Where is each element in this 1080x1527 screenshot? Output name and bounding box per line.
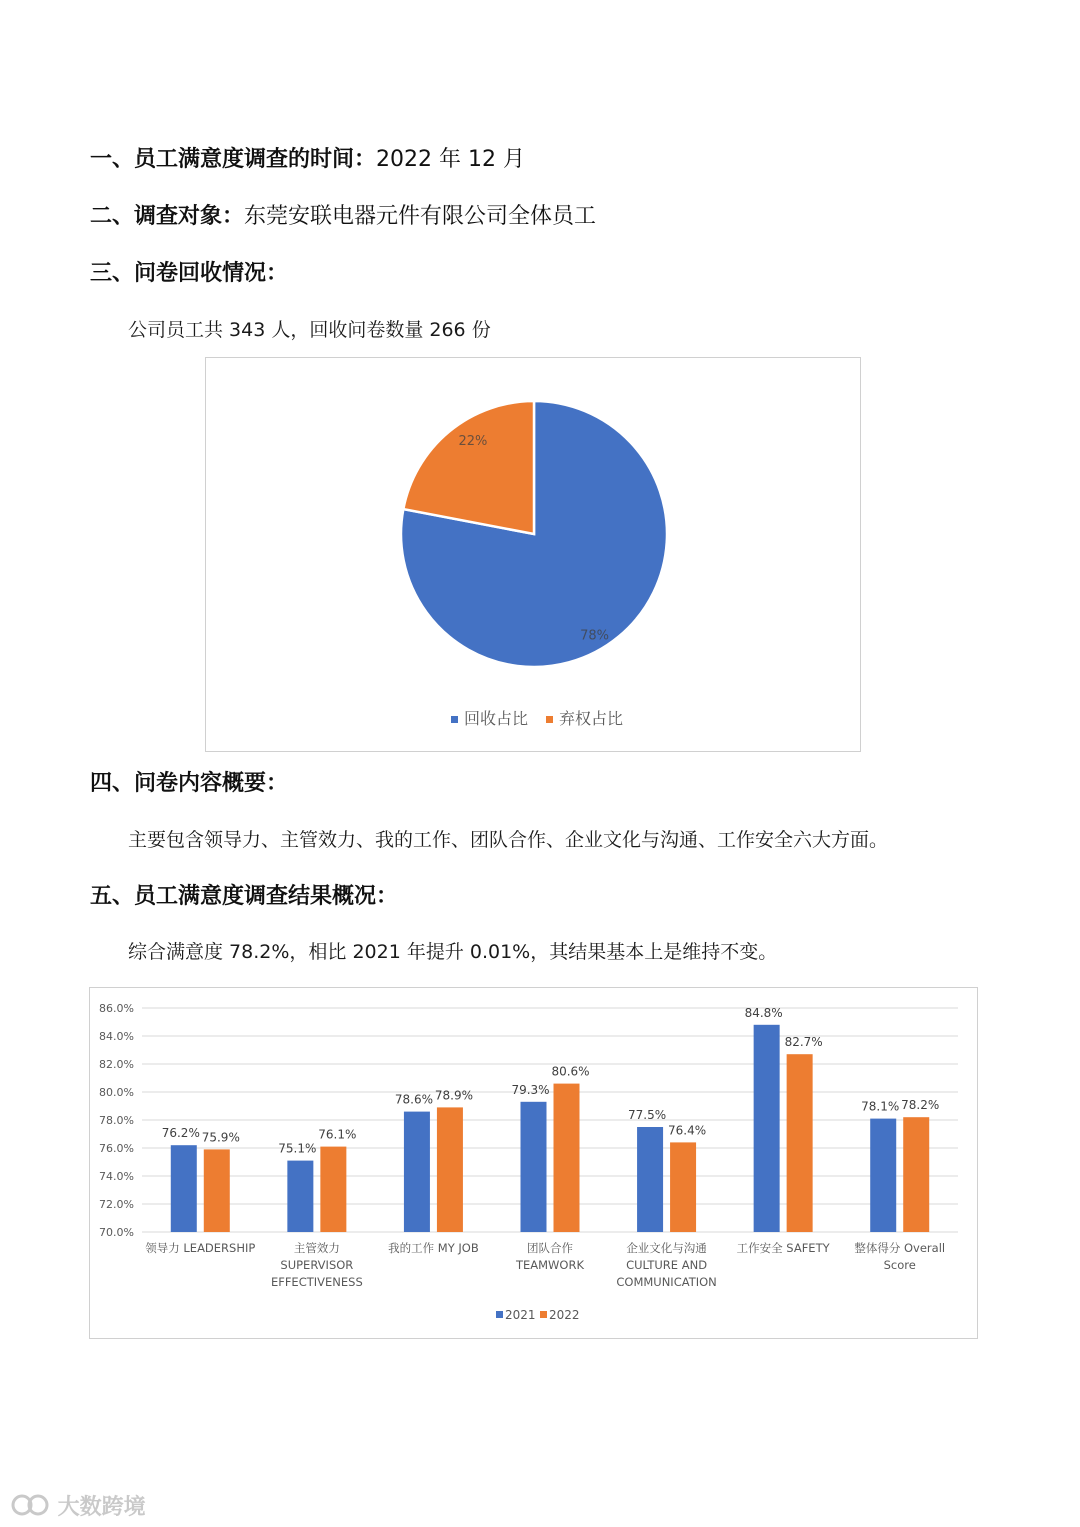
- x-tick-label: SUPERVISOR: [280, 1258, 354, 1272]
- pie-legend-marker-1: [451, 716, 458, 723]
- bar-2022-3: [437, 1107, 463, 1232]
- section-4-label: 四、问卷内容概要：: [90, 771, 289, 796]
- y-tick-label: 86.0%: [99, 1002, 134, 1015]
- y-tick-label: 78.0%: [99, 1114, 134, 1127]
- x-tick-label: 我的工作 MY JOB: [388, 1241, 479, 1255]
- x-tick-label: TEAMWORK: [515, 1258, 585, 1272]
- bar-2021-5: [637, 1127, 663, 1232]
- pie-data-label-1: 78%: [580, 628, 610, 644]
- bar-data-label: 76.2%: [161, 1126, 200, 1141]
- x-tick-label: EFFECTIVENESS: [270, 1275, 363, 1289]
- section-3-heading: [90, 259, 288, 289]
- y-tick-label: 74.0%: [99, 1170, 134, 1183]
- bar-data-label: 79.3%: [511, 1082, 550, 1097]
- x-tick-label: CULTURE AND: [626, 1258, 708, 1272]
- x-tick-label: 整体得分 Overall: [854, 1241, 946, 1255]
- bar-data-label: 78.9%: [434, 1088, 473, 1103]
- bar-2022-7: [903, 1117, 929, 1232]
- y-tick-label: 84.0%: [99, 1030, 134, 1043]
- pie-slice-2: [403, 401, 534, 534]
- section-2-label: 二、调查对象：: [90, 204, 245, 229]
- pie-legend-label-1: 回收占比: [464, 709, 529, 728]
- bar-2021-3: [404, 1112, 430, 1232]
- bar-2022-2: [320, 1147, 346, 1232]
- bar-data-label: 75.9%: [201, 1130, 240, 1145]
- x-tick-label: 团队合作: [527, 1241, 573, 1255]
- bar-data-label: 82.7%: [784, 1035, 823, 1050]
- bar-data-label: 77.5%: [628, 1108, 667, 1122]
- x-tick-label: Score: [883, 1258, 916, 1272]
- bar-data-label: 84.8%: [744, 1005, 783, 1020]
- survey-date: 2022 年 12 月: [376, 147, 525, 172]
- section-1-heading: [90, 145, 525, 175]
- y-tick-label: 76.0%: [99, 1142, 134, 1155]
- y-tick-label: 82.0%: [99, 1058, 134, 1071]
- section-4-heading: [90, 769, 288, 799]
- bar-2021-1: [171, 1145, 197, 1232]
- bar-data-label: 75.1%: [278, 1141, 317, 1156]
- section-4-text: 主要包含领导力、主管效力、我的工作、团队合作、企业文化与沟通、工作安全六大方面。: [128, 829, 889, 851]
- watermark-text: 大数跨境: [57, 1495, 146, 1520]
- section-3-label: 三、问卷回收情况：: [90, 261, 289, 286]
- bar-chart-container: [89, 987, 978, 1339]
- x-tick-label: 工作安全 SAFETY: [736, 1241, 830, 1255]
- watermark-logo-icon: [10, 1493, 50, 1523]
- x-tick-label: COMMUNICATION: [616, 1275, 717, 1289]
- pie-legend-label-2: 弃权占比: [559, 709, 624, 728]
- x-tick-label: 企业文化与沟通: [626, 1241, 707, 1255]
- x-tick-label: 主管效力: [293, 1241, 340, 1255]
- pie-data-label-2: 22%: [458, 434, 488, 450]
- x-tick-label: 领导力 LEADERSHIP: [145, 1241, 256, 1255]
- bar-data-label: 76.4%: [668, 1123, 707, 1138]
- watermark: [10, 1490, 146, 1523]
- bar-legend-label-2: 2022: [549, 1308, 580, 1322]
- bar-2021-7: [870, 1119, 896, 1232]
- bar-2021-4: [521, 1102, 547, 1232]
- pie-legend-marker-2: [546, 716, 553, 723]
- section-5-label: 五、员工满意度调查结果概况：: [90, 884, 399, 909]
- section-1-label: 一、员工满意度调查的时间：: [90, 147, 377, 172]
- section-5-heading: [90, 882, 398, 912]
- section-5-text: 综合满意度 78.2%，相比 2021 年提升 0.01%，其结果基本上是维持不变。: [128, 941, 778, 963]
- bar-2021-6: [754, 1025, 780, 1232]
- bar-data-label: 78.1%: [861, 1099, 900, 1114]
- bar-data-label: 76.1%: [318, 1127, 357, 1142]
- bar-legend-marker-1: [496, 1311, 503, 1318]
- y-tick-label: 80.0%: [99, 1086, 134, 1099]
- y-tick-label: 72.0%: [99, 1198, 134, 1211]
- pie-chart: [206, 358, 859, 750]
- pie-chart-container: [205, 357, 861, 752]
- bar-legend-label-1: 2021: [505, 1308, 536, 1322]
- survey-target: 东莞安联电器元件有限公司全体员工: [244, 204, 597, 229]
- bar-2021-2: [287, 1161, 313, 1232]
- section-3-text: 公司员工共 343 人，回收问卷数量 266 份: [128, 319, 491, 341]
- bar-data-label: 80.6%: [551, 1064, 590, 1079]
- bar-2022-6: [787, 1054, 813, 1232]
- bar-data-label: 78.2%: [901, 1098, 940, 1113]
- bar-2022-1: [204, 1149, 230, 1232]
- bar-2022-5: [670, 1142, 696, 1232]
- bar-chart: [90, 988, 976, 1337]
- y-tick-label: 70.0%: [99, 1226, 134, 1239]
- bar-legend-marker-2: [540, 1311, 547, 1318]
- bar-data-label: 78.6%: [394, 1092, 433, 1107]
- bar-2022-4: [554, 1084, 580, 1232]
- section-2-heading: [90, 202, 596, 232]
